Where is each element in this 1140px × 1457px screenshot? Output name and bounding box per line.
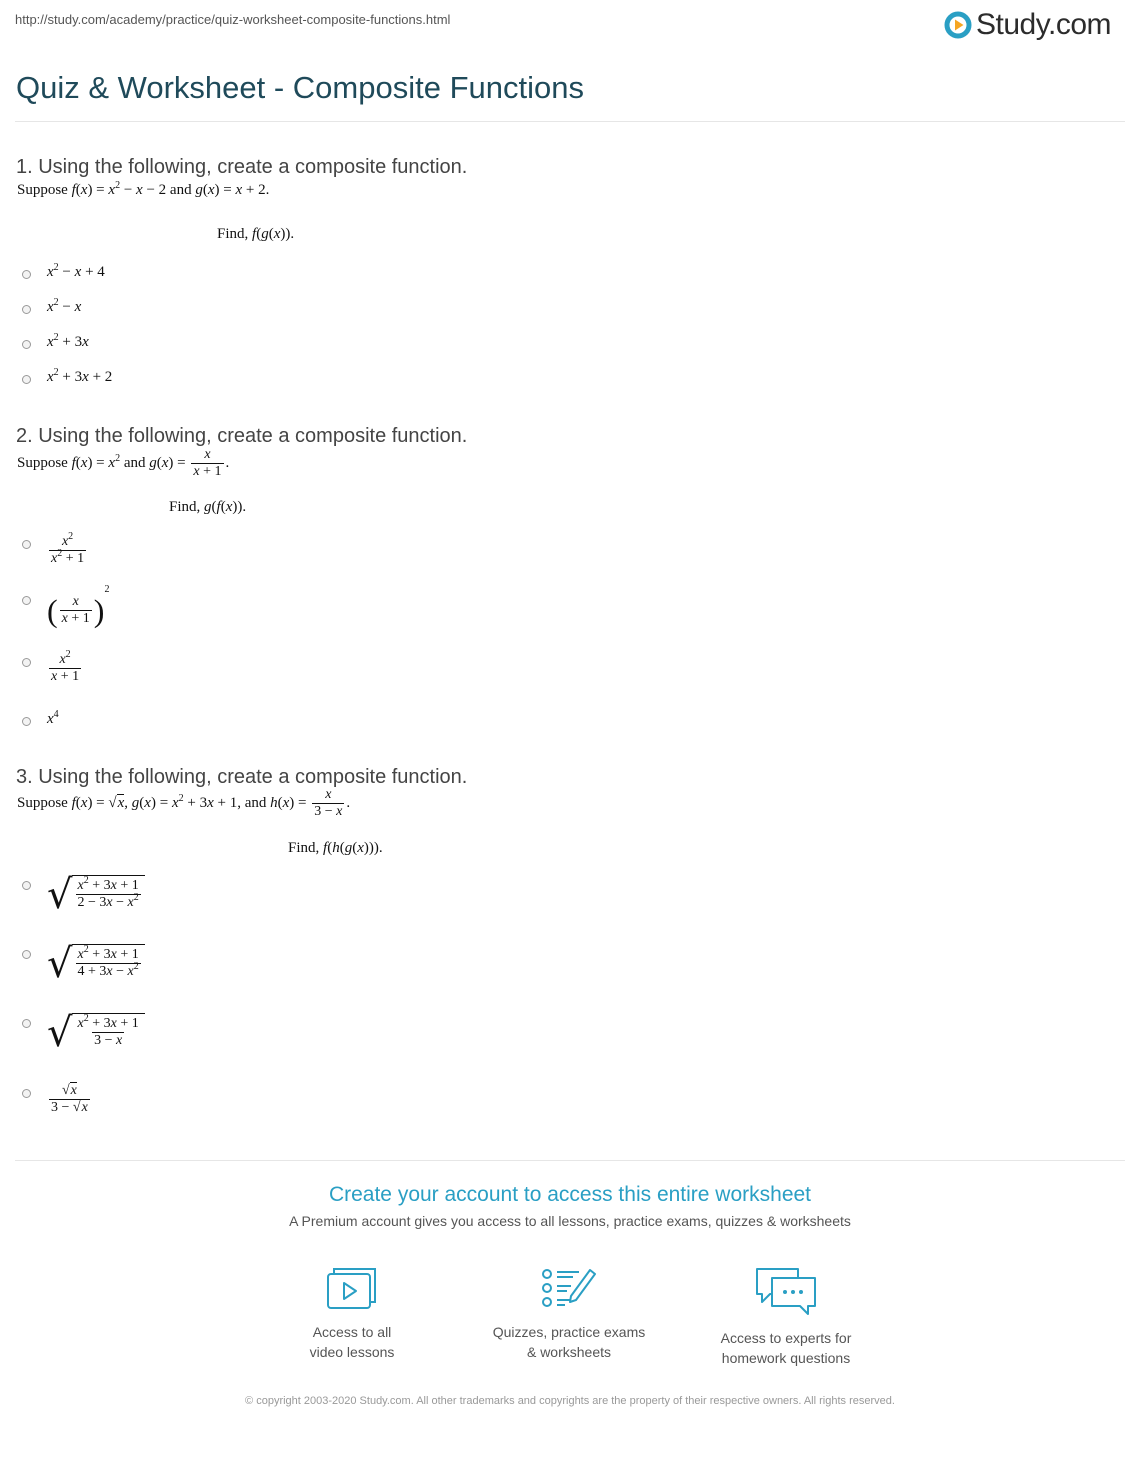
option-expression: $x^2 - x$	[47, 297, 82, 315]
page-url: http://study.com/academy/practice/quiz-worksheet-composite-functions.html	[15, 12, 451, 27]
option-expression: $x^4$	[47, 709, 59, 727]
option-expression: $\frac{x^2}{x + 1}$	[51, 649, 80, 684]
option-expression: ( $\frac{x}{x + 1}$ )$^2$	[47, 584, 110, 629]
option-expression: √ $\frac{x^2 + 3x + 1}{3 - x}$	[47, 1013, 145, 1053]
question-2-option-c[interactable]	[22, 649, 83, 685]
option-expression: $x^2 + 3x$	[47, 332, 89, 350]
question-2-option-d[interactable]	[22, 711, 59, 728]
radio-button[interactable]	[22, 375, 31, 384]
option-expression: $x^2 + 3x + 2$	[47, 367, 113, 385]
suppose-label: Suppose	[17, 794, 68, 811]
header-divider	[15, 121, 1125, 122]
option-expression: $\frac{√x}{3 - √x}$	[51, 1083, 88, 1115]
option-expression: $\frac{x^2}{x^2 + 1}$	[51, 531, 85, 566]
question-2-find: Find, g(f(x)).	[169, 499, 247, 515]
cta-divider	[15, 1160, 1125, 1161]
feature-video-lessons	[242, 1266, 462, 1362]
find-label: Find,	[169, 499, 201, 515]
question-1-option-b[interactable]	[22, 299, 81, 316]
find-label: Find,	[217, 226, 249, 242]
question-2-option-a[interactable]	[22, 531, 88, 567]
quiz-list-icon	[541, 1266, 597, 1310]
question-3-statement: Suppose f(x) = √x, $g(x) = x^2 + 3x + 1$, and h(x) = $\frac{x}{3 - x}$ .	[17, 787, 351, 819]
feature-experts	[676, 1266, 896, 1368]
find-label: Find,	[288, 840, 320, 856]
feature-quizzes	[459, 1266, 679, 1362]
question-3-option-d[interactable]	[22, 1083, 92, 1116]
question-1-option-d[interactable]	[22, 369, 112, 386]
feature-label: Access to all video lessons	[309, 1324, 395, 1360]
question-3-option-a[interactable]	[22, 872, 145, 918]
radio-button[interactable]	[22, 305, 31, 314]
radio-button[interactable]	[22, 1089, 31, 1098]
question-2-option-b[interactable]	[22, 584, 110, 629]
play-logo-icon	[944, 11, 972, 39]
page-title: Quiz & Worksheet - Composite Functions	[16, 70, 584, 105]
question-1-option-a[interactable]	[22, 264, 105, 281]
copyright-notice: © copyright 2003-2020 Study.com. All other trademarks and copyrights are the property of their respective owners. All rights reserved.	[245, 1395, 895, 1407]
question-1-find: Find, f(g(x)).	[217, 226, 295, 242]
chat-bubbles-icon	[754, 1266, 818, 1316]
video-icon	[326, 1266, 378, 1310]
question-1-heading: 1. Using the following, create a composite function.	[16, 156, 468, 178]
radio-button[interactable]	[22, 658, 31, 667]
question-3-heading: 3. Using the following, create a composite function.	[16, 766, 468, 788]
question-1-statement: Suppose $f(x) = x^2 - x - 2$ and g(x) = x + 2.	[17, 180, 270, 198]
radio-button[interactable]	[22, 950, 31, 959]
feature-label: Access to experts for homework questions	[720, 1330, 852, 1366]
suppose-label: Suppose	[17, 454, 68, 471]
option-expression: √ $\frac{x^2 + 3x + 1}{4 + 3x - x^2}$	[47, 944, 145, 984]
radio-button[interactable]	[22, 540, 31, 549]
radio-button[interactable]	[22, 270, 31, 279]
option-expression: $x^2 - x + 4$	[47, 262, 105, 280]
logo-text: Study.com	[976, 8, 1111, 41]
cta-title[interactable]: Create your account to access this entire worksheet	[328, 1183, 812, 1206]
radio-button[interactable]	[22, 717, 31, 726]
radio-button[interactable]	[22, 596, 31, 605]
suppose-label: Suppose	[17, 182, 68, 198]
question-3-option-b[interactable]	[22, 941, 145, 987]
question-3-find: Find, f(h(g(x))).	[288, 840, 383, 856]
study-logo[interactable]	[944, 6, 1111, 44]
question-2-statement: Suppose $f(x) = x^2$ and g(x) = $\frac{x}{x + 1}$ .	[17, 447, 230, 479]
radio-button[interactable]	[22, 881, 31, 890]
question-1-option-c[interactable]	[22, 334, 89, 351]
question-2-heading: 2. Using the following, create a composite function.	[16, 425, 468, 447]
feature-label: Quizzes, practice exams & worksheets	[492, 1324, 646, 1360]
cta-subtitle: A Premium account gives you access to all lessons, practice exams, quizzes & worksheets	[289, 1213, 851, 1229]
option-expression: √ $\frac{x^2 + 3x + 1}{2 - 3x - x^2}$	[47, 875, 145, 915]
radio-button[interactable]	[22, 340, 31, 349]
radio-button[interactable]	[22, 1019, 31, 1028]
question-3-option-c[interactable]	[22, 1010, 145, 1056]
